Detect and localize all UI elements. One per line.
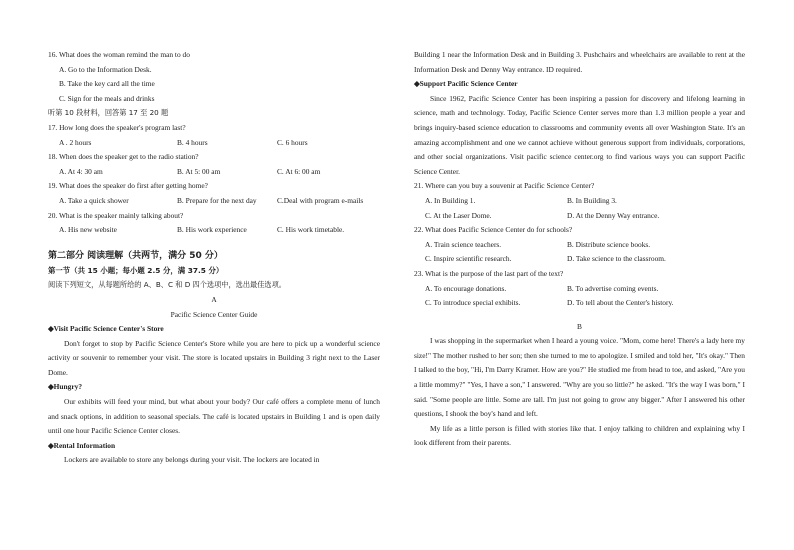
passage-b-letter: B	[577, 321, 582, 331]
passage-a-paragraph-rental: Lockers are available to store any belongs during your visit. The lockers are located in	[64, 455, 320, 465]
q21-option-d: D. At the Denny Way entrance.	[567, 210, 660, 220]
q19-options	[48, 194, 380, 209]
q23-option-b: B. To advertise coming events.	[567, 283, 659, 293]
q19-stem: 19. What does the speaker do first after getting home?	[48, 181, 208, 191]
q19-option-c: C.Deal with program e-mails	[277, 195, 364, 205]
q23-option-d: D. To tell about the Center's history.	[567, 298, 674, 308]
q21-options-row1	[414, 194, 745, 209]
listening-instruction: 听第 10 段材料，回答第 17 至 20 题	[48, 108, 169, 118]
passage-a-heading-hungry: ◆Hungry?	[48, 382, 83, 392]
q20-option-a: A. His new website	[59, 225, 117, 235]
section-one-instruction: 阅读下列短文，从每题所给的 A、B、C 和 D 四个选项中，选出最佳选项。	[48, 280, 286, 290]
passage-a-heading-rental: ◆Rental Information	[48, 440, 116, 450]
q19-option-b: B. Prepare for the next day	[177, 195, 257, 205]
q23-options-row2	[414, 296, 745, 311]
q23-option-c: C. To introduce special exhibits.	[425, 298, 521, 308]
q23-stem: 23. What is the purpose of the last part of the text?	[414, 268, 564, 278]
q18-options	[48, 165, 380, 180]
q16-option-b: B. Take the key card all the time	[59, 79, 155, 89]
q23-option-a: A. To encourage donations.	[425, 283, 507, 293]
passage-a-heading-store: ◆Visit Pacific Science Center's Store	[48, 324, 164, 334]
q22-stem: 22. What does Pacific Science Center do for schools?	[414, 225, 573, 235]
passage-a-paragraph-support: Since 1962, Pacific Science Center has been inspiring a passion for discovery and lifelong learning in science, math and technology. Today, Pacific Science Center serves more than 1.3 million people a year and brings inquiry-based science education to classrooms and community events all over Washington State. It's an amazing accomplishment and one we cannot achieve without generous support from individuals, corporations, and other social organizations. Visit pacific science center.org to find various ways you can support Pacific Science Center.	[414, 93, 745, 176]
right-column	[414, 48, 745, 451]
passage-b-paragraph-1: I was shopping in the supermarket when I heard a young voice. "Mom, come here! There's a lady here my size!" The mother rushed to her son; then she turned to me to apologize. I smiled and told her, "It's okay." Then I talked to the boy, "Hi, I'm Darry Kramer. How are you?" He studied me from head to toe, and asked, "Are you a little mommy?" "Yes, I have a son," I answered. "Why are you so little?" he asked. "It's the way I was born," I said. "Some people are little. Some are tall. I'm just not going to grow any bigger." After I answered his other questions, I shook the boy's hand and left.	[414, 336, 745, 419]
q22-option-d: D. Take science to the classroom.	[567, 254, 666, 264]
q19-option-a: A. Take a quick shower	[59, 195, 129, 205]
q20-stem: 20. What is the speaker mainly talking about?	[48, 210, 184, 220]
q22-option-a: A. Train science teachers.	[425, 239, 502, 249]
passage-a-title: Pacific Science Center Guide	[170, 309, 258, 319]
q16-option-a: A. Go to the Information Desk.	[59, 64, 152, 74]
q20-options	[48, 223, 380, 238]
q16-stem: 16. What does the woman remind the man to do	[48, 50, 190, 59]
q21-option-a: A. In Building 1.	[425, 195, 476, 205]
q21-stem: 21. Where can you buy a souvenir at Pacific Science Center?	[414, 181, 595, 191]
passage-a-paragraph-cafe: Our exhibits will feed your mind, but what about your body? Our café offers a complete menu of lunch and snack options, in addition to seasonal specials. The café is located upstairs in Building 1 and is open daily until one hour Pacific Science Center closes.	[48, 397, 380, 436]
passage-a-paragraph-store: Don't forget to stop by Pacific Science Center's Store while you are here to pick up a wonderful science activity or souvenir to remember your visit. The store is located upstairs in Building 3 right next to the Laser Dome.	[48, 338, 380, 377]
section-one-title: 第一节（共 15 小题；每小题 2.5 分，满 37.5 分）	[48, 265, 224, 275]
passage-b-paragraph-2: My life as a little person is filled with stories like that. I enjoy talking to children and explaining why I look different from their parents.	[414, 423, 745, 448]
q16-option-c: C. Sign for the meals and drinks	[59, 93, 155, 103]
left-column	[48, 48, 380, 468]
q18-option-c: C. At 6: 00 am	[277, 166, 321, 176]
q17-option-a: A . 2 hours	[59, 137, 92, 147]
q18-option-b: B. At 5: 00 am	[177, 166, 221, 176]
q18-option-a: A. At 4: 30 am	[59, 166, 103, 176]
q22-option-b: B. Distribute science books.	[567, 239, 651, 249]
q21-option-b: B. In Building 3.	[567, 195, 617, 205]
q17-option-c: C. 6 hours	[277, 137, 308, 147]
q22-option-c: C. Inspire scientific research.	[425, 254, 512, 264]
passage-a-letter: A	[211, 294, 217, 304]
q22-options-row2	[414, 252, 745, 267]
q17-stem: 17. How long does the speaker's program last?	[48, 122, 186, 132]
passage-a-heading-support: ◆Support Pacific Science Center	[414, 79, 518, 89]
q22-options-row1	[414, 238, 745, 253]
part-two-title: 第二部分 阅读理解（共两节，满分 50 分）	[48, 250, 223, 261]
q17-options	[48, 136, 380, 151]
q23-options-row1	[414, 282, 745, 297]
q20-option-b: B. His work experience	[177, 225, 247, 235]
q18-stem: 18. When does the speaker get to the radio station?	[48, 152, 199, 162]
q20-option-c: C. His work timetable.	[277, 225, 345, 235]
q17-option-b: B. 4 hours	[177, 137, 208, 147]
q21-options-row2	[414, 209, 745, 224]
passage-a-paragraph-rental-continued: Building 1 near the Information Desk and in Building 3. Pushchairs and wheelchairs are available to rent at the Information Desk and Denny Way entrance. ID required.	[414, 50, 745, 74]
q21-option-c: C. At the Laser Dome.	[425, 210, 492, 220]
